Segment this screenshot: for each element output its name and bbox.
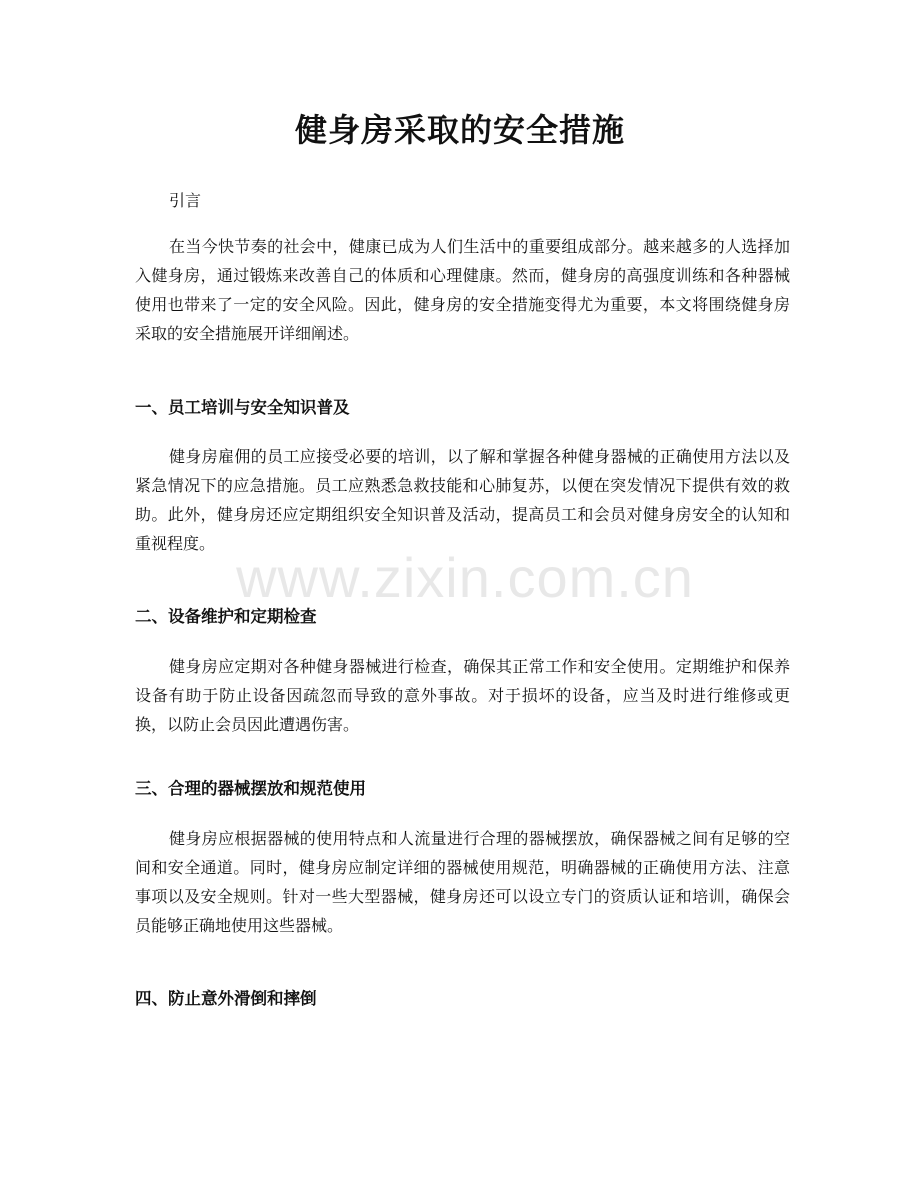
- section-paragraph-3: 健身房应根据器械的使用特点和人流量进行合理的器械摆放，确保器械之间有足够的空间和安全通道。同时，健身房应制定详细的器械使用规范，明确器械的正确使用方法、注意事项以及安全规则。针对一些大型器械，健身房还可以设立专门的资质认证和培训，确保会员能够正确地使用这些器械。: [135, 829, 790, 935]
- section-heading-2: 二、设备维护和定期检查: [135, 607, 317, 626]
- intro-paragraph: 在当今快节奏的社会中，健康已成为人们生活中的重要组成部分。越来越多的人选择加入健身房，通过锻炼来改善自己的体质和心理健康。然而，健身房的高强度训练和各种器械使用也带来了一定的安全风险。因此，健身房的安全措施变得尤为重要，本文将围绕健身房采取的安全措施展开详细阐述。: [135, 237, 790, 343]
- section-heading-3: 三、合理的器械摆放和规范使用: [135, 779, 366, 798]
- section-paragraph-1: 健身房雇佣的员工应接受必要的培训，以了解和掌握各种健身器械的正确使用方法以及紧急情况下的应急措施。员工应熟悉急救技能和心肺复苏，以便在突发情况下提供有效的救助。此外，健身房还应定期组织安全知识普及活动，提高员工和会员对健身房安全的认知和重视程度。: [135, 447, 790, 553]
- document-title: 健身房采取的安全措施: [294, 111, 625, 149]
- watermark: www.zixin.com.cn: [236, 546, 694, 609]
- intro-label: 引言: [169, 191, 202, 210]
- section-paragraph-2: 健身房应定期对各种健身器械进行检查，确保其正常工作和安全使用。定期维护和保养设备有助于防止设备因疏忽而导致的意外事故。对于损坏的设备，应当及时进行维修或更换，以防止会员因此遭遇伤害。: [135, 657, 790, 734]
- section-heading-1: 一、员工培训与安全知识普及: [135, 398, 350, 417]
- section-heading-4: 四、防止意外滑倒和摔倒: [135, 989, 317, 1008]
